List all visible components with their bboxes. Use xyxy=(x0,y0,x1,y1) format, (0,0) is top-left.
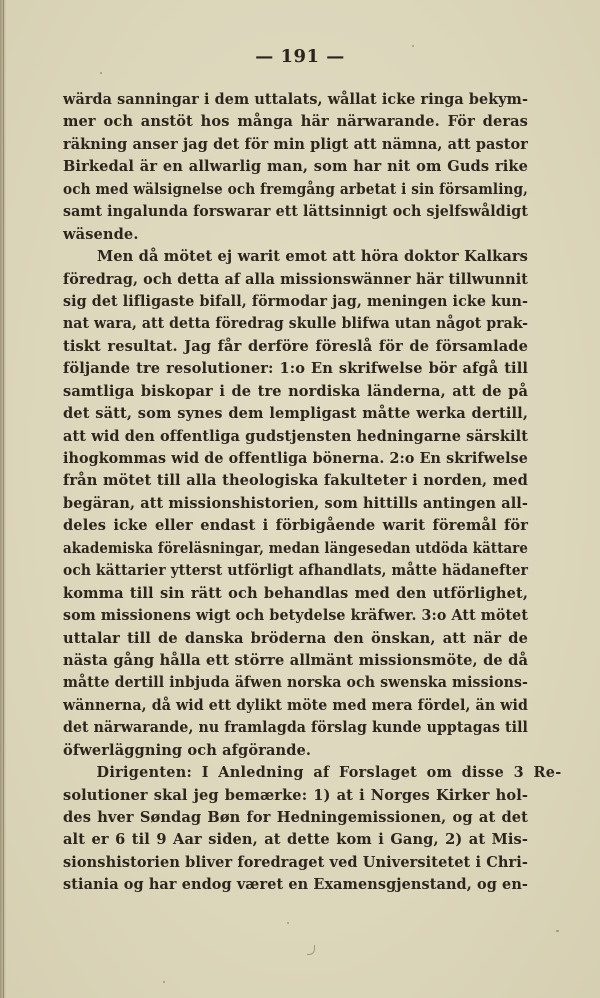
text-line: solutioner skal jeg bemærke: 1) at i Norges Kirker hol- xyxy=(63,786,528,804)
text-line: des hver Søndag Bøn for Hedningemissionen, og at det xyxy=(63,809,528,826)
text-line: föredrag, och detta af alla missionswänner här tillwunnit xyxy=(63,270,529,288)
binding-line xyxy=(3,0,4,998)
text-line: Birkedal är en allwarlig man, som har nit om Guds rike xyxy=(63,158,528,176)
text-line: måtte dertill inbjuda äfwen norska och swenska missions- xyxy=(63,674,529,692)
paper-speck xyxy=(100,72,102,74)
paragraph-start-line: Dirigenten: I Anledning af Forslaget om disse 3 Re- xyxy=(96,764,562,782)
text-line: följande tre resolutioner: 1:o En skrifwelse bör afgå till xyxy=(63,360,528,378)
text-line: uttalar till de danska bröderna den önskan, att när de xyxy=(63,629,528,647)
text-line: komma till sin rätt och behandlas med den utförlighet, xyxy=(63,584,528,602)
text-line: wärda sanningar i dem uttalats, wållat icke ringa bekym- xyxy=(63,91,529,108)
text-line: alt er 6 til 9 Aar siden, at dette kom i Gang, 2) at Mis- xyxy=(63,831,528,849)
text-line: räkning anser jag det för min pligt att nämna, att pastor xyxy=(63,135,528,153)
body-text xyxy=(63,89,562,897)
text-line: wäsende. xyxy=(63,225,139,243)
text-line: det sätt, som synes dem lempligast måtte werka dertill, xyxy=(63,405,528,423)
text-line: deles icke eller endast i förbigående warit föremål för xyxy=(63,517,528,535)
paper-speck xyxy=(412,45,414,47)
text-line: ihogkommas wid de offentliga bönerna. 2:o En skrifwelse xyxy=(63,450,528,467)
text-line: samt ingalunda forswarar ett lättsinnigt och sjelfswåldigt xyxy=(63,203,528,221)
text-line: nat wara, att detta föredrag skulle blifwa utan något prak- xyxy=(63,315,529,333)
text-line: nästa gång hålla ett större allmänt missionsmöte, de då xyxy=(63,651,528,669)
page-number: — 191 — xyxy=(255,46,345,67)
text-line: det närwarande, nu framlagda förslag kunde upptagas till xyxy=(63,719,528,737)
text-line: wännerna, då wid ett dylikt möte med mera fördel, än wid xyxy=(63,696,528,714)
text-line: sig det lifligaste bifall, förmodar jag, meningen icke kun- xyxy=(63,292,529,310)
text-line: och kättarier ytterst utförligt afhandlats, måtte hädanefter xyxy=(63,562,528,580)
paper-speck xyxy=(556,930,559,932)
text-line: och med wälsignelse och fremgång arbetat i sin församling, xyxy=(63,180,529,198)
text-line: stiania og har endog været en Examensgjenstand, og en- xyxy=(63,876,529,894)
text-line: mer och anstöt hos många här närwarande. För deras xyxy=(63,113,528,131)
text-line: samtliga biskopar i de tre nordiska länderna, att de på xyxy=(63,382,528,400)
text-line: öfwerläggning och afgörande. xyxy=(63,741,312,759)
paper-speck xyxy=(287,922,289,924)
text-line: akademiska föreläsningar, medan längesedan utdöda kättare xyxy=(63,539,528,557)
text-line: att wid den offentliga gudstjensten hedningarne särskilt xyxy=(63,427,528,445)
paper-speck xyxy=(163,981,165,983)
paper-mark xyxy=(307,945,315,955)
text-line: sionshistorien bliver foredraget ved Universitetet i Chri- xyxy=(63,853,529,871)
text-line: begäran, att missionshistorien, som hittills antingen all- xyxy=(63,494,529,512)
text-line: från mötet till alla theologiska fakulteter i norden, med xyxy=(63,472,528,490)
text-line: som missionens wigt och betydelse kräfwer. 3:o Att mötet xyxy=(63,607,529,625)
paragraph-start-line: Men då mötet ej warit emot att höra doktor Kalkars xyxy=(97,248,528,266)
text-line: tiskt resultat. Jag får derföre föreslå för de församlade xyxy=(63,337,528,355)
